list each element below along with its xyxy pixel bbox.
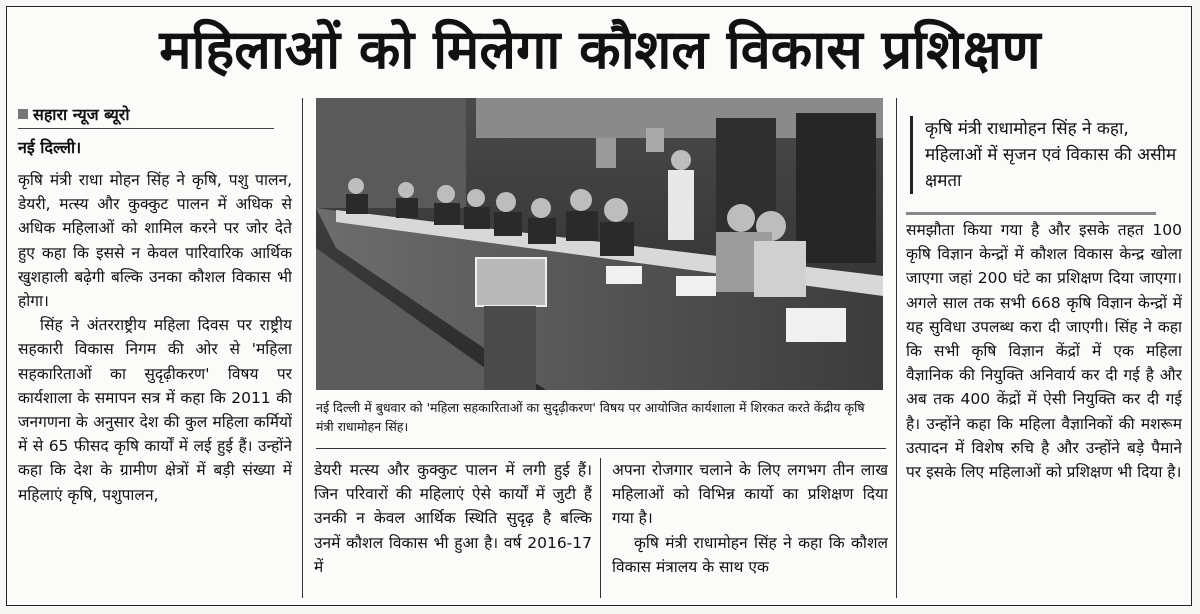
paragraph: समझौता किया गया है और इसके तहत 100 कृषि विज्ञान केन्द्रों में कौशल विकास केन्द्र खोला जाएगा जहां 200 घंटे का प्रशिक्षण दिया जाएगा। अगले साल तक सभी 668 कृषि विज्ञान केन्द्रों में यह सुविधा उपलब्ध करा दी जाएगी। सिंह ने कहा कि सभी कृषि विज्ञान केंद्रों में एक महिला वैज्ञानिक की नियुक्ति अनिवार्य कर दी गई है और अब तक 400 केंद्रों में ऐसी नियुक्ति कर दी गई है। उन्होंने कहा कि महिला वैज्ञानिकों की मशरूम उत्पादन में विशेष रुचि है और उन्होंने बड़े पैमाने पर इसके लिए महिलाओं को प्रशिक्षण भी दिया है। bbox=[906, 221, 1182, 482]
column-divider bbox=[896, 98, 897, 598]
pull-quote: कृषि मंत्री राधामोहन सिंह ने कहा, महिलाओं में सृजन एवं विकास की असीम क्षमता bbox=[910, 116, 1185, 194]
article-column-1 bbox=[18, 168, 292, 598]
headline: महिलाओं को मिलेगा कौशल विकास प्रशिक्षण bbox=[159, 18, 1041, 81]
photo-caption: नई दिल्ली में बुधवार को 'महिला सहकारिताओं का सुदृढ़ीकरण' विषय पर आयोजित कार्यशाला में शिरकत करते केंद्रीय कृषि मंत्री राधामोहन सिंह। bbox=[316, 400, 865, 434]
paragraph: कृषि मंत्री राधा मोहन सिंह ने कृषि, पशु पालन, डेयरी, मत्स्य और कुक्कुट पालन में अधिक से अधिक महिलाओं को शामिल करने पर जोर देते हुए कहा कि इससे न केवल पारिवारिक आर्थिक खुशहाली बढ़ेगी बल्कि उनका कौशल विकास भी होगा। bbox=[18, 171, 292, 311]
news-photo bbox=[316, 98, 883, 390]
pull-quote-rule bbox=[906, 212, 1156, 215]
paragraph: कृषि मंत्री राधामोहन सिंह ने कहा कि कौशल विकास मंत्रालय के साथ एक bbox=[612, 533, 888, 576]
byline bbox=[18, 104, 274, 129]
dateline: नई दिल्ली। bbox=[18, 138, 82, 157]
byline-text: सहारा न्यूज ब्यूरो bbox=[33, 105, 130, 124]
column-divider bbox=[600, 458, 601, 598]
paragraph: अपना रोजगार चलाने के लिए लगभग तीन लाख महिलाओं को विभिन्न कार्यो का प्रशिक्षण दिया गया है। bbox=[612, 461, 888, 528]
article-column-2 bbox=[314, 458, 592, 598]
conference-photo-image bbox=[316, 98, 883, 390]
column-divider bbox=[302, 98, 303, 598]
paragraph: सिंह ने अंतरराष्ट्रीय महिला दिवस पर राष्ट्रीय सहकारी विकास निगम की ओर से 'महिला सहकारिताओं का सुदृढ़ीकरण' विषय पर कार्यशाला के समापन सत्र में कहा कि 2011 की जनगणना के अनुसार देश की कुल महिला कर्मियों में से 65 फीसद कृषि कार्यों में लई हुई हैं। उन्होंने कहा कि देश के ग्रामीण क्षेत्रों में बड़ी संख्या में महिलाएं कृषि, पशुपालन, bbox=[18, 316, 292, 504]
paragraph: डेयरी मत्स्य और कुक्कुट पालन में लगी हुई हैं। जिन परिवारों की महिलाएं ऐसे कार्यों में जुटी हैं उनकी न केवल आर्थिक स्थिति सुदृढ़ है बल्कि उनमें कौशल विकास भी हुआ है। वर्ष 2016-17 में bbox=[314, 461, 592, 576]
article-column-3 bbox=[612, 458, 888, 598]
caption-divider bbox=[316, 448, 886, 449]
square-bullet-icon bbox=[18, 109, 28, 119]
article-column-4 bbox=[906, 218, 1182, 598]
